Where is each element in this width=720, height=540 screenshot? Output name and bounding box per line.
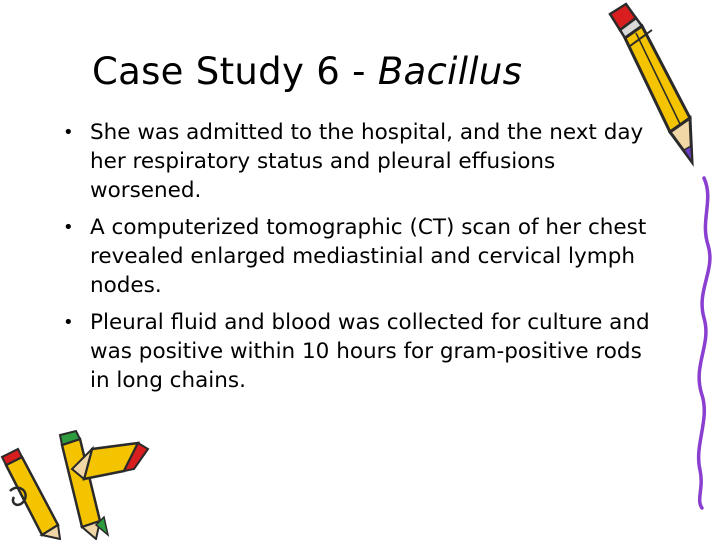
pencils-icon xyxy=(0,425,150,540)
bullet-dot: • xyxy=(63,312,74,333)
bullet-item xyxy=(60,213,650,300)
bullet-dot: • xyxy=(63,122,74,143)
bullet-text: Pleural fluid and blood was collected for culture and was positive within 10 hours for gram-positive rods in long chains. xyxy=(90,310,650,393)
bullet-dot: • xyxy=(63,217,74,238)
slide-title xyxy=(92,50,522,93)
bullet-item xyxy=(60,118,650,205)
bullet-list xyxy=(60,118,650,403)
bullet-item xyxy=(60,308,650,395)
title-main: Case Study 6 - xyxy=(92,50,378,93)
bullet-text: A computerized tomographic (CT) scan of her chest revealed enlarged mediastinial and cervical lymph nodes. xyxy=(90,215,647,298)
bullet-text: She was admitted to the hospital, and the next day her respiratory status and pleural effusions worsened. xyxy=(90,120,644,203)
pencil-icon xyxy=(592,0,720,510)
title-italic: Bacillus xyxy=(377,50,523,93)
